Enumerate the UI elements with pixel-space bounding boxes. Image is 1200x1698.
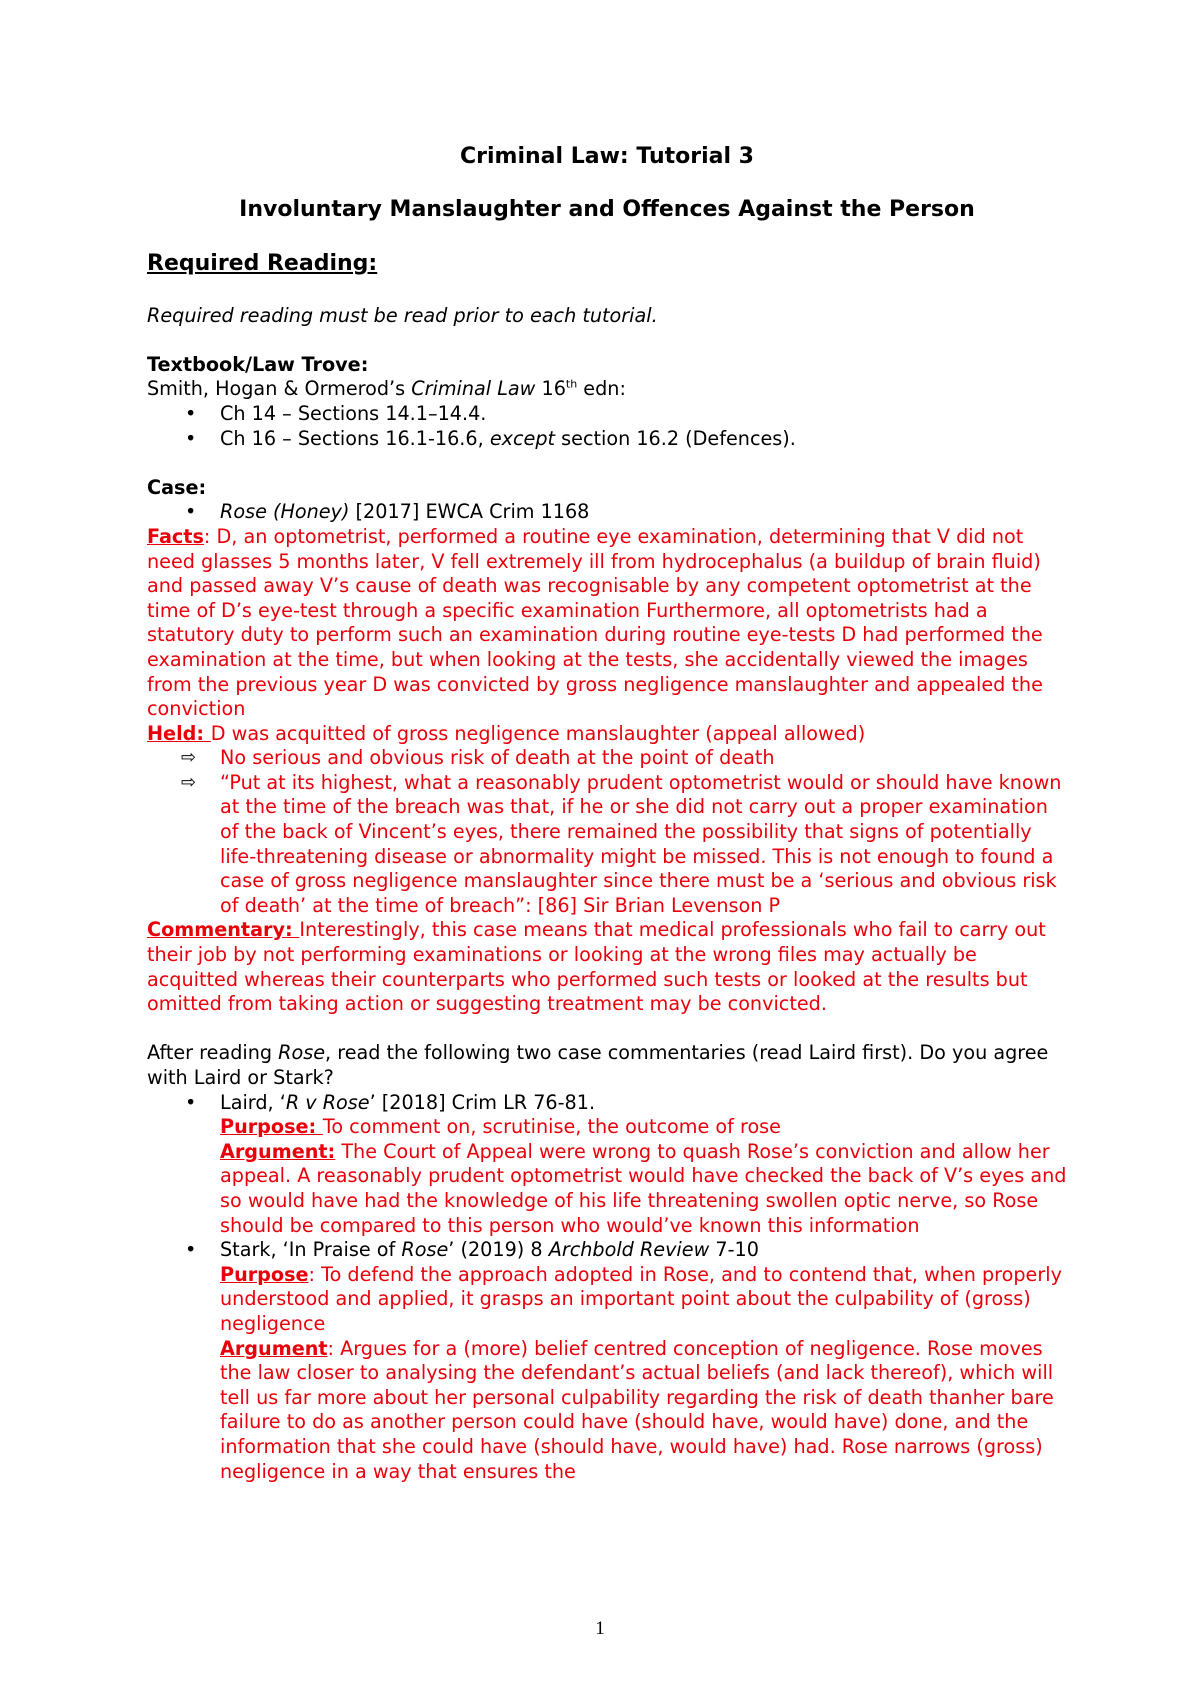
laird-argument-label: Argument: <box>220 1139 336 1163</box>
textbook-heading: Textbook/Law Trove: <box>147 352 369 376</box>
textbook-reference: Smith, Hogan & Ormerod’s Criminal Law 16th edn: <box>147 377 626 401</box>
stark-purpose-label: Purpose <box>220 1262 309 1286</box>
bullet-icon: • <box>185 401 197 425</box>
case-heading: Case: <box>147 475 207 499</box>
case-item: • Rose (Honey) [2017] EWCA Crim 1168 <box>185 500 590 524</box>
list-item: • Ch 16 – Sections 16.1-16.6, except section 16.2 (Defences). <box>185 426 796 450</box>
commentaries-list <box>147 1091 1067 1485</box>
textbook-list <box>147 402 1067 451</box>
required-reading-heading: Required Reading: <box>147 251 378 276</box>
bullet-icon: • <box>185 1238 197 1262</box>
page-number: 1 <box>595 1618 605 1639</box>
list-item: ⇨ “Put at its highest, what a reasonably prudent optometrist would or should have known at the time of the breach was that, if he or she did not carry out a proper examination of the back of Vincent’s eyes, there remained the possibility that signs of potentially life-threatening disease or abnormality might be missed. This is not enough to found a case of gross negligence manslaughter since there must be a ‘serious and obvious risk of death’ at the time of breach”: [86] Sir Brian Levenson P <box>181 770 1062 917</box>
facts-label: Facts <box>147 524 204 548</box>
commentary-paragraph: Commentary: Interestingly, this case means that medical professionals who fail to carry out their job by not performing examinations or looking at the wrong files may actually be acquitted whereas their counterparts who performed such tests or looked at the results but omitted from taking action or suggesting treatment may be convicted. <box>147 918 1046 1016</box>
after-reading-paragraph: After reading Rose, read the following two case commentaries (read Laird first). Do you agree with Laird or Stark? <box>147 1041 1049 1089</box>
document-body <box>147 142 1067 1484</box>
arrow-right-icon: ⇨ <box>181 747 197 769</box>
laird-purpose-label: Purpose: <box>220 1115 323 1139</box>
commentary-label: Commentary: <box>147 918 300 942</box>
held-label: Held: <box>147 721 211 745</box>
case-list <box>147 500 1067 525</box>
bullet-icon: • <box>185 426 197 450</box>
facts-paragraph: Facts: D, an optometrist, performed a routine eye examination, determining that V did not need glasses 5 months later, V fell extremely ill from hydrocephalus (a buildup of brain fluid) and passed away V’s cause of death was recognisable by any competent optometrist at the time of D’s eye-test through a specific examination Furthermore, all optometrists had a statutory duty to perform such an examination during routine eye-tests D had performed the examination at the time, but when looking at the tests, she accidentally viewed the images from the previous year D was convicted by gross negligence manslaughter and appealed the conviction <box>147 524 1043 721</box>
bullet-icon: • <box>185 1090 197 1114</box>
bullet-icon: • <box>185 500 197 524</box>
held-paragraph: Held: D was acquitted of gross negligence manslaughter (appeal allowed) <box>147 721 866 745</box>
list-item: • Ch 14 – Sections 14.1–14.4. <box>185 401 487 425</box>
document-title: Criminal Law: Tutorial 3 <box>460 144 754 169</box>
stark-argument-label: Argument <box>220 1336 328 1360</box>
list-item: • Stark, ‘In Praise of Rose’ (2019) 8 Archbold Review 7-10 Purpose: To defend the approach adopted in Rose, and to contend that, when properly understood and applied, it grasps an important point about the culpability of (gross) negligence Argument: Argues for a (more) belief centred conception of negligence. Rose moves the law closer to analysing the defendant’s actual beliefs (and lack thereof), which will tell us far more about her personal culpability regarding the risk of death thanher bare failure to do as another person could have (should have, would have) done, and the information that she could have (should have, would have) had. Rose narrows (gross) negligence in a way that ensures the <box>185 1238 1062 1483</box>
list-item: ⇨ No serious and obvious risk of death at the point of death <box>181 746 775 770</box>
held-points-list <box>147 746 1067 918</box>
required-reading-note: Required reading must be read prior to each tutorial. <box>147 303 658 327</box>
document-subtitle: Involuntary Manslaughter and Offences Against the Person <box>239 197 975 222</box>
list-item: • Laird, ‘R v Rose’ [2018] Crim LR 76-81. Purpose: To comment on, scrutinise, the outcome of rose Argument: The Court of Appeal were wrong to quash Rose’s conviction and allow her appeal. A reasonably prudent optometrist would have checked the back of V’s eyes and so would have had the knowledge of his life threatening swollen optic nerve, so Rose should be compared to this person who would’ve known this information <box>185 1090 1067 1237</box>
arrow-right-icon: ⇨ <box>181 771 197 793</box>
